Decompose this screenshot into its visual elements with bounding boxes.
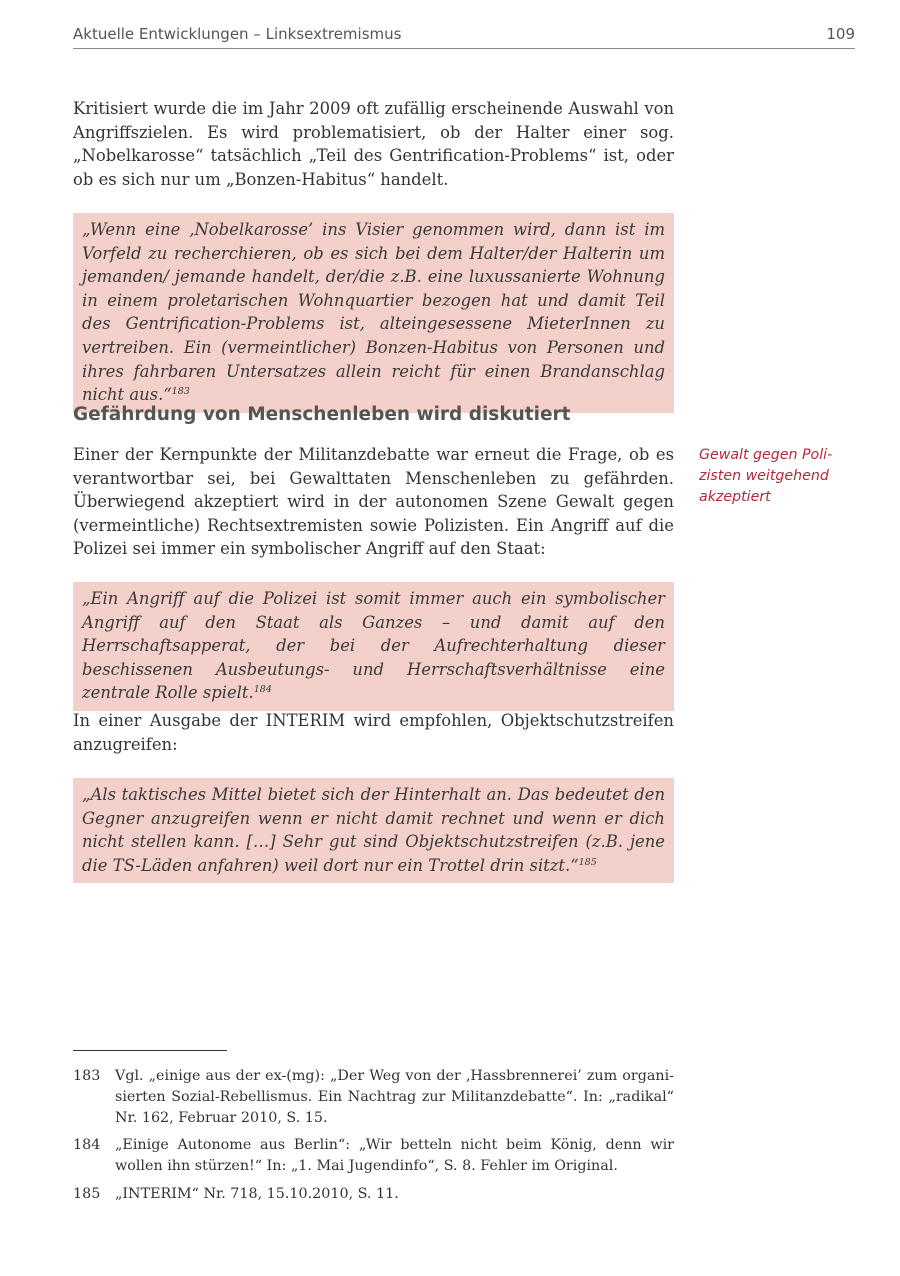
quote-text-3: „Als taktisches Mittel bietet sich der Hinterhalt an. Das bedeutet den Gegner anzugreifen wenn er nicht damit rechnet und wenn er dich nicht stellen kann. […] Sehr gut sind Objektschutzstreifen (z.B. jene die TS-Läden anfahren) weil dort nur ein Trottel drin sitzt.“ xyxy=(82,785,665,875)
quote-text-2: „Ein Angriff auf die Polizei ist somit immer auch ein symbolischer Angriff auf den Staat als Ganzes – und damit auf den Herrschaftsapperat, der bei der Aufrechterhaltung dieser beschissenen Ausbeutungs- und Herrschaftsverhältnisse eine zentrale Rolle spielt. xyxy=(82,589,665,703)
footnote-text: „Einige Autonome aus Berlin“: „Wir betteln nicht beim König, denn wir wollen ihn stürzen!“ In: „1. Mai Jugendinfo“, S. 8. Fehler im Original. xyxy=(115,1137,674,1174)
quote-block-1 xyxy=(73,213,674,413)
paragraph-1: Kritisiert wurde die im Jahr 2009 oft zufällig erscheinende Auswahl von Angriffszielen. Es wird problematisiert, ob der Halter einer sog. „Nobelkarosse“ tatsächlich „Teil des Gentrification-Problems“ ist, oder ob es sich nur um „Bonzen-Habitus“ handelt. xyxy=(73,99,674,189)
footnote-number: 185 xyxy=(73,1186,101,1202)
margin-note: Gewalt gegen Polizisten weitgehend akzeptiert xyxy=(699,447,833,505)
paragraph-2: Einer der Kernpunkte der Militanzdebatte war erneut die Frage, ob es verantwortbar sei, bei Gewalttaten Menschenleben zu gefährden. Überwiegend akzeptiert wird in der autonomen Szene Gewalt gegen (vermeintliche) Rechtsextremisten sowie Polizisten. Ein Angriff auf die Polizei sei immer ein symbolischer Angriff auf den Staat: xyxy=(73,445,674,559)
running-title: Aktuelle Entwicklungen – Linksextremismus xyxy=(73,25,402,43)
footnote-ref-183[interactable]: 183 xyxy=(171,386,190,398)
footnote-184 xyxy=(73,1135,674,1177)
running-header xyxy=(73,22,855,49)
quote-block-2 xyxy=(73,582,674,711)
footnote-number: 184 xyxy=(73,1137,101,1153)
quote-block-3 xyxy=(73,778,674,883)
paragraph-3: In einer Ausgabe der INTERIM wird empfohlen, Objektschutzstreifen anzugreifen: xyxy=(73,711,674,754)
page-number: 109 xyxy=(826,25,855,43)
section-heading: Gefährdung von Menschenleben wird diskutiert xyxy=(73,404,571,425)
footnote-183 xyxy=(73,1066,674,1129)
footnote-ref-184[interactable]: 184 xyxy=(253,684,272,696)
footnote-number: 183 xyxy=(73,1068,101,1084)
footnote-text: „INTERIM“ Nr. 718, 15.10.2010, S. 11. xyxy=(115,1186,399,1202)
footnote-text: Vgl. „einige aus der ex-(mg): „Der Weg von der ‚Hassbrennerei’ zum organisierten Sozial-Rebellismus. Ein Nachtrag zur Militanzdebatte“. In: „radikal“ Nr. 162, Februar 2010, S. 15. xyxy=(115,1068,674,1126)
footnote-ref-185[interactable]: 185 xyxy=(578,856,597,868)
footnote-separator xyxy=(73,1050,227,1051)
footnote-185 xyxy=(73,1184,674,1205)
quote-text-1: „Wenn eine ‚Nobelkarosse’ ins Visier genommen wird, dann ist im Vorfeld zu recherchieren, ob es sich bei dem Halter/der Halterin um jemanden/ jemande handelt, der/die z.B. eine luxussanierte Wohnung in einem proletarischen Wohnquartier bezogen hat und damit Teil des Gentrification-Problems ist, alteingesessene MieterInnen zu vertreiben. Ein (vermeintlicher) Bonzen-Habitus von Personen und ihres fahrbaren Untersatzes allein reicht für einen Brandanschlag nicht aus.“ xyxy=(82,220,665,405)
